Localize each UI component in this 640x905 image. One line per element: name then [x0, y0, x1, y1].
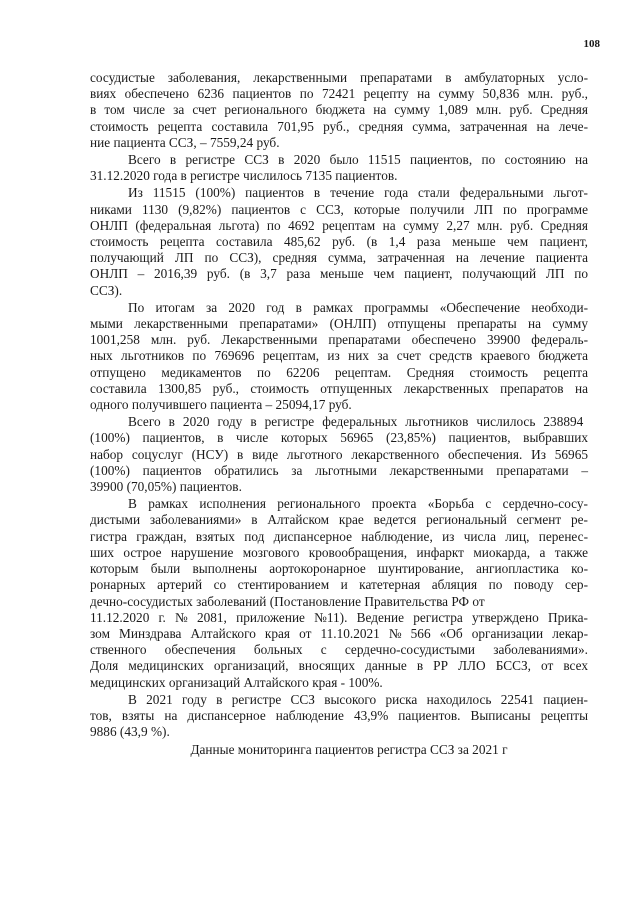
text-line: получающий ЛП по ССЗ), средняя сумма, затраченная на лечение пациента — [90, 250, 588, 266]
text-line: Всего в 2020 году в регистре федеральных льготников числилось 238894 — [128, 414, 584, 430]
text-line: По итогам за 2020 год в рамках программы «Обеспечение необходи- — [128, 299, 588, 315]
text-line: отпущено медикаментов по 62206 рецептам. Средняя стоимость рецепта — [90, 364, 588, 380]
text-line: 31.12.2020 года в регистре числилось 7135 пациентов. — [90, 168, 398, 184]
text-line: Из 11515 (100%) пациентов в течение года стали федеральными льгот- — [128, 185, 588, 201]
paragraph-regional-project — [90, 496, 588, 690]
text-line: которым были выполнены аортокоронарное шунтирование, ангиопластика ко- — [90, 561, 588, 577]
text-line: гистра граждан, взятых под диспансерное наблюдение, из числа лиц, перенес- — [90, 528, 588, 544]
text-line: дистыми заболеваниями» в Алтайском крае ведется региональный сегмент ре- — [90, 512, 588, 528]
text-line: зом Минздрава Алтайского края от 11.10.2021 № 566 «Об организации лекар- — [90, 625, 588, 641]
text-line: стоимость рецепта составила 485,62 руб. (в 1,4 раза меньше чем пациент, — [90, 234, 588, 250]
text-line: сосудистые заболевания, лекарственными препаратами в амбулаторных усло- — [90, 70, 588, 85]
text-line: ние пациента ССЗ, – 7559,24 руб. — [90, 134, 280, 150]
text-line: ных льготников по 769696 рецептам, из них за счет средств краевого бюджета — [90, 348, 588, 364]
text-line: ОНЛП – 2016,39 руб. (в 3,7 раза меньше чем пациент, получающий ЛП по — [90, 266, 588, 282]
text-line: в том числе за счет регионального бюджета на сумму 1,089 млн. руб. Средняя — [90, 102, 588, 118]
text-line: мыми лекарственными препаратами» (ОНЛП) отпущены препараты на сумму — [90, 316, 588, 332]
text-line: ССЗ). — [90, 282, 123, 298]
text-line: составила 1300,85 руб., стоимость отпущенных лекарственных препаратов на — [90, 380, 588, 396]
paragraph-onlp-2020 — [90, 300, 588, 413]
text-line: 1001,258 млн. руб. Лекарственными препаратами обеспечено 39900 федераль- — [90, 332, 588, 348]
document-body — [90, 70, 588, 759]
text-line: тов, взяты на диспансерное наблюдение 43,9% пациентов. Выписаны рецепты — [90, 707, 588, 723]
paragraph-registry-2020 — [90, 152, 588, 184]
text-line: ших острое нарушение мозгового кровообращения, инфаркт миокарда, а также — [90, 544, 588, 560]
text-line: ронарных артерий со стентированием и катетерная абляция по поводу сер- — [90, 577, 588, 593]
text-line: 39900 (70,05%) пациентов. — [90, 479, 242, 495]
text-line: Всего в регистре ССЗ в 2020 было 11515 пациентов, по состоянию на — [128, 152, 588, 168]
paragraph-intro-continued — [90, 70, 588, 151]
paragraph-federal-registry-2020 — [90, 414, 588, 495]
page-number: 108 — [583, 38, 600, 50]
text-line: Доля медицинских организаций, вносящих данные в РР ЛЛО БССЗ, от всех — [90, 658, 588, 674]
paragraph-federal-beneficiaries — [90, 185, 588, 298]
text-line: В рамках исполнения регионального проекта «Борьба с сердечно-сосу- — [128, 496, 588, 512]
text-line: стоимость рецепта составила 701,95 руб., средняя сумма, затраченная на лече- — [90, 118, 588, 134]
text-line: (100%) пациентов обратились за льготными лекарственными препаратами – — [90, 462, 588, 478]
text-line: 11.12.2020 г. № 2081, приложение №11). Ведение регистра утверждено Прика- — [90, 609, 588, 625]
text-line: 9886 (43,9 %). — [90, 724, 170, 740]
text-line: В 2021 году в регистре ССЗ высокого риска находилось 22541 пациен- — [128, 691, 588, 707]
text-line: дечно-сосудистых заболеваний (Постановление Правительства РФ от — [90, 593, 485, 609]
text-line: ОНЛП (федеральная льгота) по 4692 рецептам на сумму 2,27 млн. руб. Средняя — [90, 217, 588, 233]
text-line: (100%) пациентов, в числе которых 56965 (23,85%) пациентов, выбравших — [90, 430, 588, 446]
text-line: никами 1130 (9,82%) пациентов с ССЗ, которые получили ЛП по программе — [90, 201, 588, 217]
text-line: виях обеспечено 6236 пациентов по 72421 рецепту на сумму 50,836 млн. руб., — [90, 86, 588, 102]
table-caption: Данные мониторинга пациентов регистра ССЗ за 2021 г — [190, 742, 508, 758]
paragraph-high-risk-2021 — [90, 692, 588, 741]
text-line: ственного обеспечения больных с сердечно-сосудистыми заболеваниями». — [90, 642, 588, 658]
text-line: набор соцуслуг (НСУ) в виде льготного лекарственного обеспечения. Из 56965 — [90, 446, 588, 462]
text-line: медицинских организаций Алтайского края - 100%. — [90, 674, 383, 690]
text-line: одного получившего пациента – 25094,17 руб. — [90, 397, 352, 413]
